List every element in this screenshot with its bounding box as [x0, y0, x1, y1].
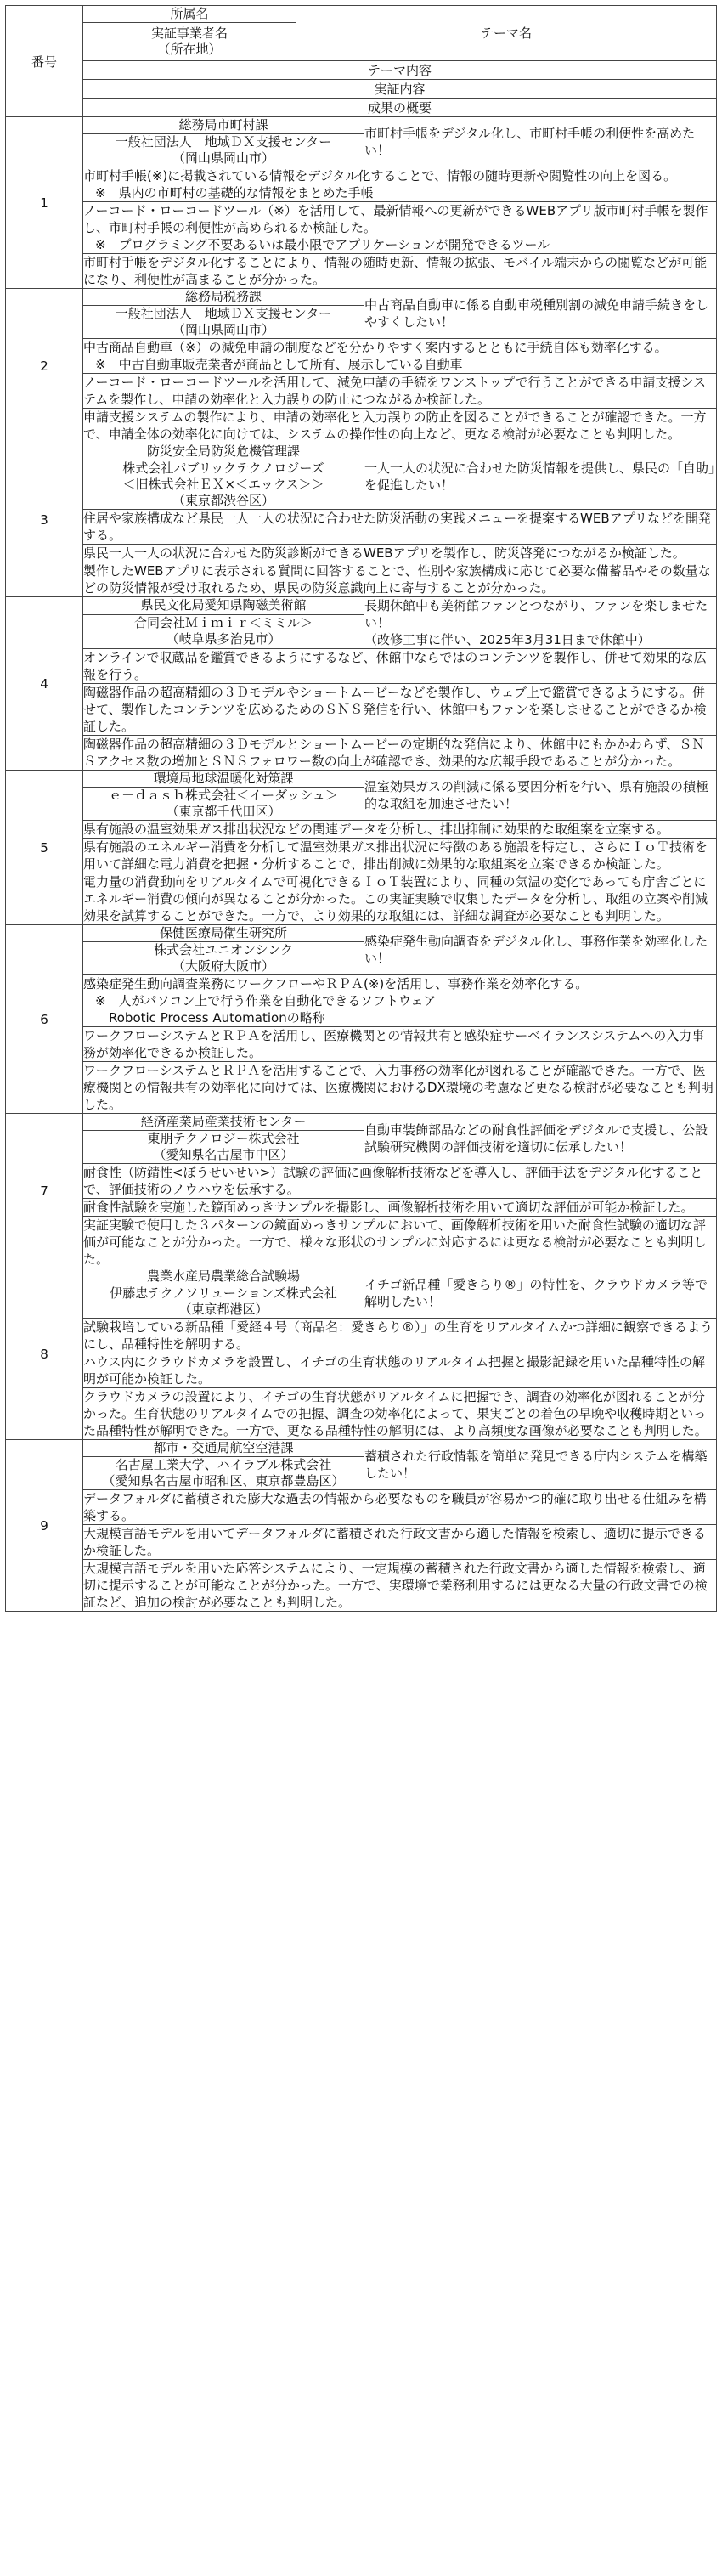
entry-operator-cell: [83, 134, 364, 167]
header-theme-content: テーマ内容: [83, 61, 716, 80]
entry-operator: 東朋テクノロジー株式会社: [147, 1131, 300, 1146]
entry-result: ワークフローシステムとＲＰＡを活用することで、入力事務の効率化が図れることが確認できた。一方で、医療機関との情報共有の効率化に向けては、医療機関におけるDX環境の考慮など更なる検討が必要なことも判明した。: [83, 1063, 714, 1112]
entry-row: [6, 771, 717, 925]
entry-result-cell: [83, 1388, 716, 1440]
entry-content-note-2: Robotic Process Automationの略称: [109, 1010, 325, 1025]
entry-content-cell: [83, 1319, 716, 1353]
entry-content-cell: [83, 1164, 716, 1199]
entry-content-cell: [83, 167, 716, 202]
entry-result: 陶磁器作品の超高精細の３Ｄモデルとショートムービーの定期的な発信により、休館中にもかかわらず、ＳＮＳアクセス数の増加とＳＮＳフォロワー数の向上が確認でき、効果的な広報手段であることが分かった。: [83, 737, 705, 769]
entry-office: 防災安全局防災危機管理課: [83, 443, 364, 460]
entry-body: [83, 117, 717, 289]
entry-demo: 大規模言語モデルを用いてデータフォルダに蓄積された行政文書から適した情報を検索し、適切に提示できるか検証した。: [83, 1526, 706, 1558]
entry-theme: 一人一人の状況に合わせた防災情報を提供し、県民の「自助」を促進したい！: [364, 460, 715, 493]
entry-theme-cell: [364, 1268, 717, 1319]
entry-result-cell: [83, 562, 716, 597]
entry-row: [6, 597, 717, 771]
entry-body: [83, 771, 717, 925]
entry-operator: 一般社団法人 地域ＤＸ支援センター: [115, 306, 332, 321]
entry-location: （愛知県名古屋市中区）: [153, 1147, 294, 1162]
header-operator-cell: [83, 23, 296, 61]
header-demo-content: 実証内容: [83, 80, 716, 99]
entry-content-note: ※ 人がパソコン上で行う作業を自動化できるソフトウェア: [95, 993, 437, 1008]
entry-content-cell: [83, 1490, 716, 1525]
header-office: 所属名: [83, 6, 296, 23]
header-number: 番号: [31, 54, 57, 70]
entry-theme: 自動車装飾部品などの耐食性評価をデジタルで支援し、公設試験研究機関の評価技術を適切に伝承したい！: [364, 1122, 708, 1155]
entry-theme: 市町村手帳をデジタル化し、市町村手帳の利便性を高めたい！: [364, 126, 696, 158]
entry-number-cell: [6, 117, 83, 289]
entry-body: [83, 1440, 717, 1612]
entry-demo-cell: [83, 1199, 716, 1217]
entry-row: [6, 1114, 717, 1268]
entry-operator: 株式会社パブリックテクノロジーズ: [122, 460, 324, 476]
entry-operator: ｅ－ｄａｓｈ株式会社＜イーダッシュ＞: [109, 788, 338, 803]
entry-row: [6, 1268, 717, 1440]
entry-content: データフォルダに蓄積された膨大な過去の情報から必要なものを職員が容易かつ的確に取り出せる仕組みを構築する。: [83, 1491, 707, 1523]
entry-content-cell: [83, 821, 716, 839]
entry-location: （岐阜県多治見市）: [166, 631, 281, 647]
entry-theme-cell: [364, 771, 717, 821]
entry-number-cell: [6, 925, 83, 1114]
entry-demo: 陶磁器作品の超高精細の３Ｄモデルやショートムービーなどを製作し、ウェブ上で鑑賞できるようにする。併せて、製作したコンテンツを広めるためのＳＮＳ発信を行い、休館中もファンを楽しませることができるか検証した。: [83, 685, 707, 734]
entry-number: 1: [40, 195, 48, 211]
entry-body: [83, 925, 717, 1114]
entry-number: 3: [40, 512, 48, 528]
entry-theme-cell: [364, 1114, 717, 1164]
entry-demo-cell: [83, 202, 716, 254]
entry-theme: イチゴ新品種「愛きらり®」の特性を、クラウドカメラ等で解明したい！: [364, 1277, 708, 1309]
entry-result: 電力量の消費動向をリアルタイムで可視化できるＩｏＴ装置により、同種の気温の変化であっても庁舎ごとにエネルギー消費の傾向が異なることが分かった。この実証実験で収集したデータを分析し、取組の立案や削減効果を試算することができた。一方で、より効果的な取組には、詳細な調査が必要なことも判明した。: [83, 874, 708, 924]
entry-operator-cell: [83, 1457, 364, 1490]
entry-theme: 中古商品自動車に係る自動車税種別割の減免申請手続きをしやすくしたい！: [364, 297, 709, 330]
header-row: [6, 6, 717, 117]
entry-result-cell: [83, 254, 716, 289]
entry-number-cell: [6, 1268, 83, 1440]
entry-demo: 県有施設のエネルギー消費を分析して温室効果ガス排出状況に特徴のある施設を特定し、さらにＩｏＴ技術を用いて詳細な電力消費を把握・分析することで、排出削減に効果的な取組案を立案できるか検証した。: [83, 839, 708, 872]
header-number-cell: [6, 6, 83, 117]
entry-content: 市町村手帳(※)に掲載されている情報をデジタル化することで、情報の随時更新や閲覧性の向上を図る。: [83, 168, 677, 184]
entry-content: 県有施設の温室効果ガス排出状況などの関連データを分析し、排出抑制に効果的な取組案を立案する。: [83, 822, 670, 837]
entry-row: [6, 925, 717, 1114]
entry-content-cell: [83, 339, 716, 374]
entry-demo: ワークフローシステムとＲＰＡを活用し、医療機関との情報共有と感染症サーベイランスシステムへの入力事務が効率化できるか検証した。: [83, 1028, 705, 1060]
entry-operator-cell: [83, 614, 364, 648]
entry-result-cell: [83, 409, 716, 443]
entry-theme-cell: [364, 443, 717, 510]
entry-content: オンラインで収蔵品を鑑賞できるようにするなど、休館中ならではのコンテンツを製作し、併せて効果的な広報を行う。: [83, 650, 707, 682]
entry-result-cell: [83, 873, 716, 925]
entry-result: 申請支援システムの製作により、申請の効率化と入力誤りの防止を図ることができることが確認できた。一方で、申請全体の効率化に向けては、システムの操作性の向上など、更なる検討が必要なことも判明した。: [83, 410, 707, 442]
entry-content-note: ※ 県内の市町村の基礎的な情報をまとめた手帳: [95, 185, 374, 201]
entry-office: 都市・交通局航空空港課: [83, 1440, 364, 1457]
entry-result-cell: [83, 1217, 716, 1268]
entry-operator-cell: [83, 306, 364, 339]
entry-theme: 温室効果ガスの削減に係る要因分析を行い、県有施設の積極的な取組を加速させたい！: [364, 779, 709, 811]
entry-result-cell: [83, 1560, 716, 1612]
entry-theme-note: （改修工事に伴い、2025年3月31日まで休館中）: [364, 632, 651, 647]
entry-demo-cell: [83, 374, 716, 409]
document-sheet: [5, 5, 717, 1612]
entry-location: （岡山県岡山市）: [172, 150, 274, 166]
entry-result: 市町村手帳をデジタル化することにより、情報の随時更新、情報の拡張、モバイル端末からの閲覧などが可能になり、利便性が高まることが分かった。: [83, 255, 708, 287]
header-theme-name: テーマ名: [296, 6, 717, 61]
entry-content: 試験栽培している新品種「愛経４号（商品名：愛きらり®）」の生育をリアルタイムかつ詳細に観察できるようにし、品種特性を解明する。: [83, 1319, 714, 1352]
entry-demo: ノーコード・ローコードツール（※）を活用して、最新情報への更新ができるWEBアプリ版市町村手帳を製作し、市町村手帳の利便性が高められるか検証した。: [83, 203, 708, 235]
entry-number-cell: [6, 443, 83, 597]
entry-row: [6, 1440, 717, 1612]
entry-theme: 長期休館中も美術館ファンとつながり、ファンを楽しませたい！: [364, 598, 708, 630]
entry-result: 製作したWEBアプリに表示される質問に回答することで、性別や家族構成に応じて必要な備蓄品やその数量などの防災情報が受け取れるため、県民の防災意識向上に寄与することが分かった。: [83, 563, 711, 596]
entry-body: [83, 289, 717, 443]
entry-number: 6: [40, 1011, 48, 1027]
entry-office: 保健医療局衛生研究所: [83, 925, 364, 942]
entry-office: 経済産業局産業技術センター: [83, 1114, 364, 1131]
entry-location: （愛知県名古屋市昭和区、東京都豊島区）: [102, 1473, 345, 1489]
entry-operator: 合同会社Ｍｉｍｉｒ＜ミミル＞: [133, 615, 313, 631]
entry-theme-cell: [364, 117, 717, 167]
entry-body: [83, 443, 717, 597]
header-outcome: 成果の概要: [83, 99, 716, 117]
entry-body: [83, 1114, 717, 1268]
entry-theme-cell: [364, 289, 717, 339]
entry-operator: 株式会社ユニオンシンク: [154, 942, 293, 958]
entry-result: クラウドカメラの設置により、イチゴの生育状態がリアルタイムに把握でき、調査の効率化が図れることが分かった。生育状態のリアルタイムでの把握、調査の効率化によって、果実ごとの着色の早晩や収穫時期といった品種特性が解明できた。一方で、更なる品種特性の解明には、より高頻度な画像が必要なことも判明した。: [83, 1389, 708, 1438]
header-operator-location: （所在地）: [157, 42, 222, 57]
entry-operator-former: ＜旧株式会社ＥＸ×＜エックス＞＞: [122, 477, 324, 492]
entry-number-cell: [6, 771, 83, 925]
entry-demo-cell: [83, 1525, 716, 1560]
entry-operator-cell: [83, 1285, 364, 1319]
entry-number-cell: [6, 1440, 83, 1612]
entry-office: 農業水産局農業総合試験場: [83, 1268, 364, 1285]
entry-body: [83, 1268, 717, 1440]
entry-operator: 伊藤忠テクノソリューションズ株式会社: [110, 1285, 337, 1301]
entry-location: （東京都港区）: [178, 1302, 268, 1317]
entry-demo-cell: [83, 1027, 716, 1062]
entry-demo: 耐食性試験を実施した鏡面めっきサンプルを撮影し、画像解析技術を用いて適切な評価が可能か検証した。: [83, 1200, 694, 1215]
entry-number: 8: [40, 1346, 48, 1362]
entry-number: 5: [40, 839, 48, 856]
entry-location: （岡山県岡山市）: [172, 322, 274, 337]
entry-operator: 一般社団法人 地域ＤＸ支援センター: [115, 134, 332, 150]
entry-theme: 感染症発生動向調査をデジタル化し、事務作業を効率化したい！: [364, 934, 708, 966]
entry-row: [6, 443, 717, 597]
entry-operator-cell: [83, 1131, 364, 1164]
entry-demo-cell: [83, 684, 716, 736]
entry-office: 県民文化局愛知県陶磁美術館: [83, 597, 364, 614]
entry-content: 中古商品自動車（※）の減免申請の制度などを分かりやすく案内するとともに手続自体も効率化する。: [83, 340, 668, 355]
entry-number: 2: [40, 358, 48, 374]
entry-row: [6, 289, 717, 443]
entry-result-cell: [83, 736, 716, 771]
entry-location: （大阪府大阪市）: [172, 958, 274, 974]
entry-office: 総務局市町村課: [83, 117, 364, 134]
entry-content: 感染症発生動向調査業務にワークフローやＲＰＡ(※)を活用し、事務作業を効率化する。: [83, 976, 589, 991]
entry-demo: ハウス内にクラウドカメラを設置し、イチゴの生育状態のリアルタイム把握と撮影記録を用いた品種特性の解明が可能か検証した。: [83, 1354, 706, 1387]
entry-number-cell: [6, 1114, 83, 1268]
entry-body: [83, 597, 717, 771]
entry-demo: ノーコード・ローコードツールを活用して、減免申請の手続をワンストップで行うことができる申請支援システムを製作し、申請の効率化と入力誤りの防止につながるか検証した。: [83, 375, 707, 407]
entry-theme-cell: [364, 925, 717, 975]
header-operator: 実証事業者名: [150, 25, 228, 41]
entry-content-cell: [83, 975, 716, 1027]
entry-office: 総務局税務課: [83, 289, 364, 306]
entry-theme: 蓄積された行政情報を簡単に発見できる庁内システムを構築したい！: [364, 1449, 708, 1481]
entry-number: 9: [40, 1517, 48, 1534]
entry-operator-cell: [83, 942, 364, 975]
entry-row: [6, 117, 717, 289]
entry-location: （東京都千代田区）: [166, 804, 281, 819]
entry-demo-note: ※ プログラミング不要あるいは最小限でアプリケーションが開発できるツール: [95, 237, 550, 252]
entry-theme-cell: [364, 1440, 717, 1490]
entry-content: 住居や家族構成など県民一人一人の状況に合わせた防災活動の実践メニューを提案するWEBアプリなどを開発する。: [83, 511, 712, 543]
entry-number: 4: [40, 675, 48, 692]
entry-operator-cell: [83, 788, 364, 821]
entry-number-cell: [6, 597, 83, 771]
entry-operator-cell: [83, 460, 364, 510]
entry-content: 耐食性（防錆性<ぼうせいせい>）試験の評価に画像解析技術などを導入し、評価手法をデジタル化することで、評価技術のノウハウを伝承する。: [83, 1165, 703, 1197]
header-body: [83, 6, 717, 117]
entry-operator: 名古屋工業大学、ハイラブル株式会社: [115, 1457, 332, 1472]
entry-content-note: ※ 中古自動車販売業者が商品として所有、展示している自動車: [95, 357, 463, 372]
entry-demo-cell: [83, 1353, 716, 1388]
entry-demo-cell: [83, 839, 716, 873]
entry-result: 大規模言語モデルを用いた応答システムにより、一定規模の蓄積された行政文書から適した情報を検索し、適切に提示することが可能なことが分かった。一方で、実環境で業務利用するには更なる大量の行政文書での検証など、追加の検討が必要なことも判明した。: [83, 1561, 708, 1610]
entry-demo: 県民一人一人の状況に合わせた防災診断ができるWEBアプリを製作し、防災啓発につながるか検証した。: [83, 545, 685, 561]
entry-location: （東京都渋谷区）: [172, 493, 274, 508]
entry-result: 実証実験で使用した３パターンの鏡面めっきサンプルにおいて、画像解析技術を用いた耐食性試験の適切な評価が可能なことが分かった。一方で、様々な形状のサンプルに対応するには更なる検討が必要なことも判明した。: [83, 1217, 707, 1267]
entry-content-cell: [83, 649, 716, 684]
entry-number-cell: [6, 289, 83, 443]
entry-number: 7: [40, 1183, 48, 1199]
entry-result-cell: [83, 1062, 716, 1114]
entry-content-cell: [83, 510, 716, 545]
results-table: [5, 5, 717, 1612]
entry-office: 環境局地球温暖化対策課: [83, 771, 364, 788]
entry-theme-cell: [364, 597, 717, 649]
entry-demo-cell: [83, 545, 716, 562]
